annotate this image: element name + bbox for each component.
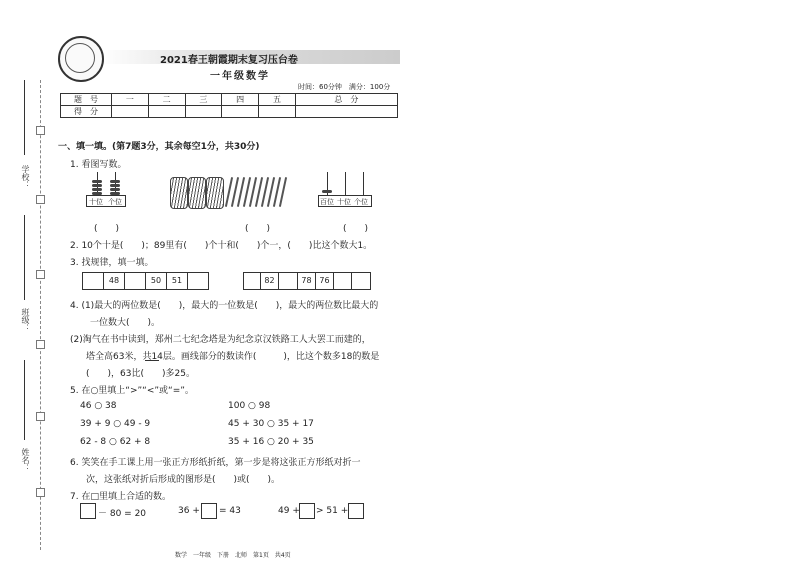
answer-box[interactable] [80,503,96,519]
abacus-hundreds-tens-ones [318,172,372,206]
score-header: 三 [185,94,222,106]
score-cell[interactable] [112,106,149,118]
question-3: 3. 找规律，填一填。 [70,258,154,268]
equation-part: － 80 = 20 [98,509,147,519]
question-5: 5. 在○里填上“>”“<”或“=”。 [70,386,194,396]
answer-blank[interactable]: ( ) [343,224,369,234]
abacus-label: 十位 [337,198,351,206]
name-blank[interactable] [24,360,25,440]
equation-part: > 51 + [316,506,349,516]
class-label: 班级： [21,308,30,332]
stick-bundles-image [170,175,310,209]
score-table [60,93,398,118]
seq-cell[interactable] [278,272,298,290]
compare-item[interactable]: 45 + 30 ○ 35 + 17 [228,419,314,429]
equation-part: 36 + [178,506,200,516]
question-6-line-1: 6. 笑笑在手工课上用一张正方形纸折纸，第一步是将这张正方形纸对折一 [70,458,361,468]
question-1: 1. 看图写数。 [70,160,127,170]
binding-mark [36,412,45,421]
school-blank[interactable] [24,80,25,155]
section-heading: 一、填一填。(第7题3分，其余每空1分，共30分) [58,142,260,152]
question-4-2-line-1: (2)淘气在书中读到，郑州二七纪念塔是为纪念京汉铁路工人大罢工而建的， [70,335,371,345]
seq-cell: 50 [145,272,167,290]
abacus-label: 百位 [320,198,334,206]
score-header: 二 [148,94,185,106]
abacus-label: 个位 [354,198,368,206]
seq-cell: 51 [166,272,188,290]
abacus-label: 个位 [108,198,122,206]
sequence-row-1 [82,272,209,290]
answer-box[interactable] [348,503,364,519]
compare-item[interactable]: 39 + 9 ○ 49 - 9 [80,419,151,429]
answer-blank[interactable]: ( ) [245,224,271,234]
answer-blank[interactable]: ( ) [94,224,120,234]
question-4-1-line-2: 一位数大( )。 [90,318,161,328]
question-2: 2. 10个十是( )；89里有( )个十和( )个一，( )比这个数大1。 [70,241,373,251]
seq-cell[interactable] [243,272,261,290]
score-header: 一 [112,94,149,106]
seq-cell: 76 [315,272,334,290]
answer-box[interactable] [201,503,217,519]
school-label: 学校： [21,165,30,189]
score-row-label: 得 分 [61,106,112,118]
score-cell[interactable] [295,106,397,118]
score-cell[interactable] [148,106,185,118]
score-cell[interactable] [259,106,296,118]
equation-part: 49 + [278,506,300,516]
score-cell[interactable] [185,106,222,118]
equation-part: = 43 [219,506,241,516]
abacus-tens-ones [86,172,126,206]
abacus-label: 十位 [89,198,103,206]
compare-item[interactable]: 46 ○ 38 [80,401,117,411]
seq-cell[interactable] [333,272,352,290]
paper-title: 2021春王朝霞期末复习压台卷 [160,55,298,66]
sequence-row-2 [243,272,373,290]
binding-mark [36,270,45,279]
score-header: 题 号 [61,94,112,106]
binding-mark [36,126,45,135]
question-4-1-line-1: 4. (1)最大的两位数是( )，最大的一位数是( )，最大的两位数比最大的 [70,301,379,311]
answer-box[interactable] [299,503,315,519]
question-6-line-2: 次，这张纸对折后形成的图形是( )或( )。 [86,475,281,485]
time-info: 时间：60分钟 满分：100分 [298,83,391,91]
binding-mark [36,488,45,497]
binding-line [40,80,41,550]
score-header: 五 [259,94,296,106]
seq-cell[interactable] [82,272,104,290]
score-header: 总 分 [295,94,397,106]
class-blank[interactable] [24,215,25,300]
compare-item[interactable]: 35 + 16 ○ 20 + 35 [228,437,314,447]
paper-subtitle: 一年级数学 [210,71,270,82]
seq-cell: 82 [260,272,279,290]
name-label: 姓名： [21,448,30,472]
binding-mark [36,340,45,349]
seq-cell[interactable] [351,272,371,290]
seq-cell: 78 [297,272,316,290]
seq-cell: 48 [103,272,125,290]
page-footer: 数学 一年级 下册 北师 第1页 共4页 [175,552,291,559]
underline-mark [145,360,159,361]
score-header: 四 [222,94,259,106]
seq-cell[interactable] [124,272,146,290]
binding-mark [36,195,45,204]
question-7: 7. 在□里填上合适的数。 [70,492,171,502]
score-cell[interactable] [222,106,259,118]
compare-item[interactable]: 62 - 8 ○ 62 + 8 [80,437,151,447]
compare-item[interactable]: 100 ○ 98 [228,401,271,411]
logo [58,36,104,82]
question-4-2-line-2: 塔全高63米，共14层。画线部分的数读作( )，比这个数多18的数是 [86,352,380,362]
seq-cell[interactable] [187,272,209,290]
question-4-2-line-3: ( )，63比( )多25。 [86,369,195,379]
